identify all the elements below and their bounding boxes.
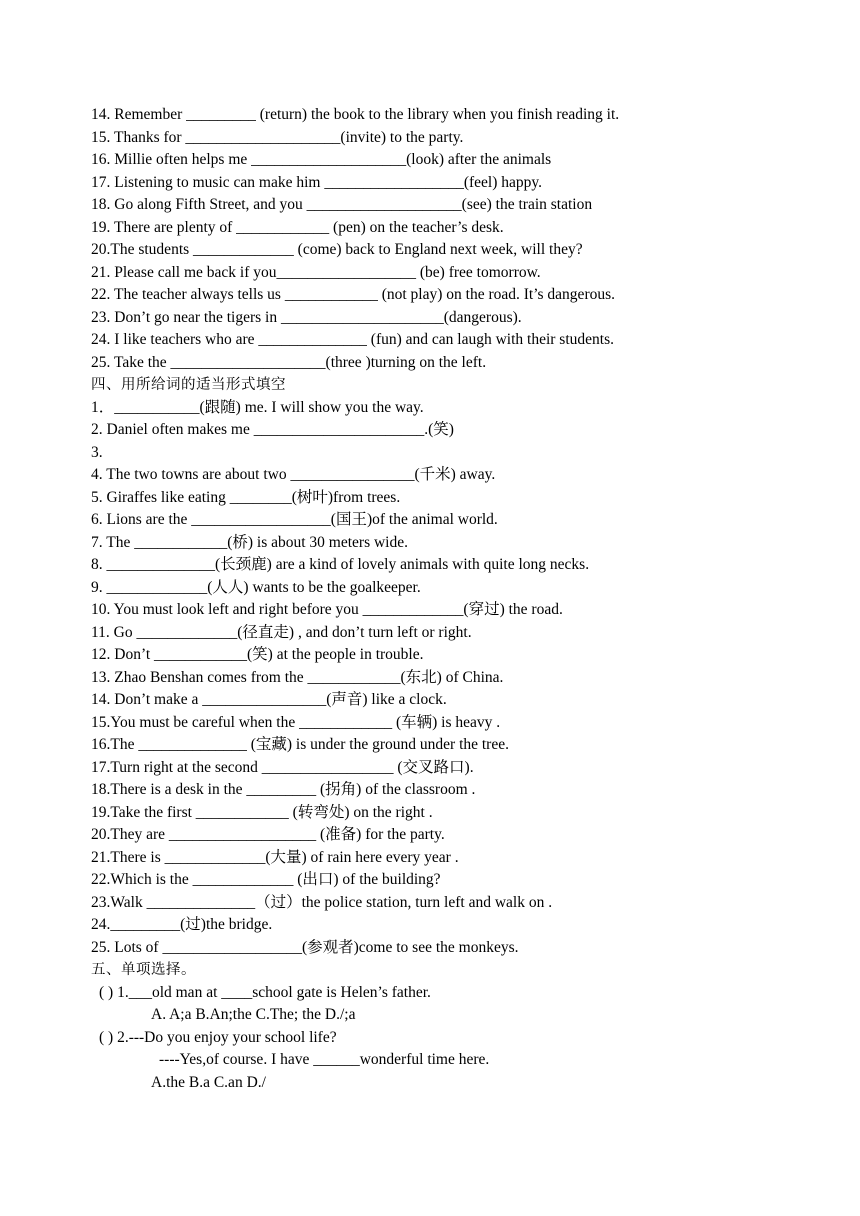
question-line: 12. Don’t ____________(笑) at the people in trouble. [91,646,424,663]
question-line: 4. The two towns are about two ________________(千米) away. [91,466,496,483]
question-line: 11. Go _____________(径直走) , and don’t turn left or right. [91,623,472,641]
question-line: 23.Walk ______________（过）the police station, turn left and walk on . [91,893,553,911]
question-line: 15. Thanks for ____________________(invite) to the party. [91,128,464,146]
question-line: A. A;a B.An;the C.The; the D./;a [151,1006,356,1023]
question-line: 15.You must be careful when the ____________ (车辆) is heavy . [91,713,501,731]
question-line: ( ) 2.---Do you enjoy your school life? [99,1028,337,1046]
question-line: 16.The ______________ (宝藏) is under the ground under the tree. [91,736,509,753]
question-line: ----Yes,of course. I have ______wonderful time here. [159,1051,490,1068]
question-line: 17. Listening to music can make him __________________(feel) happy. [91,173,542,191]
question-line: 20.The students _____________ (come) back to England next week, will they? [91,241,583,258]
question-line: 22.Which is the _____________ (出口) of the building? [91,871,441,888]
section-heading: 五、单项选择。 [91,962,196,978]
question-line: 9. _____________(人人) wants to be the goalkeeper. [91,578,421,596]
question-line: 22. The teacher always tells us ____________ (not play) on the road. It’s dangerous. [91,286,616,303]
question-line: 3. [91,443,103,461]
question-line: 5. Giraffes like eating ________(树叶)from trees. [91,488,401,506]
question-line: 7. The ____________(桥) is about 30 meters wide. [91,533,408,551]
question-line: A.the B.a C.an D./ [151,1073,266,1091]
question-line: 19. There are plenty of ____________ (pen) on the teacher’s desk. [91,218,504,236]
question-line: 25. Lots of __________________(参观者)come to see the monkeys. [91,938,519,956]
question-line: 23. Don’t go near the tigers in _____________________(dangerous). [91,308,522,326]
question-line: 2. Daniel often makes me ______________________.(笑) [91,421,454,438]
worksheet-page [91,104,791,1094]
section-heading: 四、用所给词的适当形式填空 [91,377,286,393]
question-line: 16. Millie often helps me ____________________(look) after the animals [91,151,552,168]
question-line: 25. Take the ____________________(three )turning on the left. [91,353,487,371]
question-line: 18.There is a desk in the _________ (拐角) of the classroom . [91,781,476,798]
question-line: 20.They are ___________________ (准备) for the party. [91,826,445,843]
question-line: 10. You must look left and right before you _____________(穿过) the road. [91,601,563,618]
question-line: 21.There is _____________(大量) of rain here every year . [91,848,459,866]
question-line: 14. Remember _________ (return) the book to the library when you finish reading it. [91,106,620,123]
question-line: 18. Go along Fifth Street, and you ____________________(see) the train station [91,196,593,213]
question-line: 8. ______________(长颈鹿) are a kind of lovely animals with quite long necks. [91,556,590,573]
question-line: 24._________(过)the bridge. [91,916,273,933]
question-line: 17.Turn right at the second _________________ (交叉路口). [91,758,474,776]
question-line: 19.Take the first ____________ (转弯处) on the right . [91,803,433,821]
question-line: 24. I like teachers who are ______________ (fun) and can laugh with their students. [91,331,614,348]
question-line: ( ) 1.___old man at ____school gate is Helen’s father. [99,983,431,1001]
question-line: 1．___________(跟随) me. I will show you the way. [91,398,424,416]
question-line: 21. Please call me back if you__________________ (be) free tomorrow. [91,263,541,281]
question-line: 13. Zhao Benshan comes from the ____________(东北) of China. [91,668,504,686]
question-line: 14. Don’t make a ________________(声音) like a clock. [91,691,447,708]
question-line: 6. Lions are the __________________(国王)of the animal world. [91,511,498,528]
